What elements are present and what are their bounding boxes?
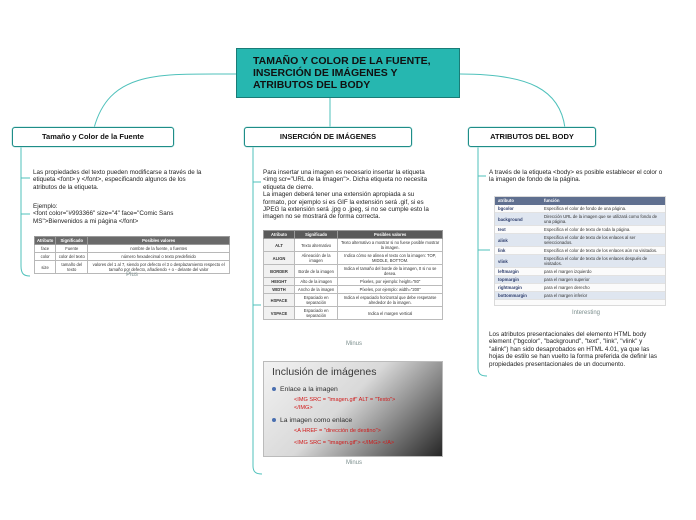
table-cell: alink (495, 234, 541, 247)
slide-code-2b: <IMG SRC = "imagen.gif"> </IMG> </A> (294, 440, 395, 446)
bullet-dot-icon (272, 418, 276, 422)
table-row (264, 252, 443, 265)
note-body-intro: A través de la etiqueta <body> es posible establecer el color o la imagen de fondo de la página. (489, 169, 663, 184)
table-cell: valores del 1 al 7, siendo por defecto el 3 o desplazamiento respecto el tamaño por defecto, añadiendo + o - delante del valor (88, 261, 230, 274)
table-row (495, 234, 665, 247)
table-row (264, 307, 443, 320)
table-row (264, 294, 443, 307)
table-cell: Texto alternativo (295, 239, 338, 252)
table-cell: BORDER (264, 265, 295, 278)
table-row (264, 239, 443, 252)
connector-central-to-left (94, 74, 236, 128)
note-image-intro: Para insertar una imagen es necesario insertar la etiqueta <img scr="URL de la Imagen">. Dicha etiqueta no necesita etiqueta de cierre. La imagen deberá tener una extensión apropiada a su formato, por ejemplo si es GIF la extensión será .gif, si es JPEG la extensión será .jpg o .jpeg, si no se cumple esto la imagen no se mostrará de forma correcta. (263, 169, 429, 221)
topic-body-attributes-label: ATRIBUTOS DEL BODY (490, 132, 574, 141)
slide-bullet-2: La imagen como enlace (272, 417, 352, 424)
table-cell: text (495, 226, 541, 234)
table-cell: bgcolor (495, 205, 541, 213)
table-cell: leftmargin (495, 268, 541, 276)
table-cell: color (35, 253, 56, 261)
tag-minus: Minus (345, 341, 362, 347)
topic-image-insertion-label: INSERCIÓN DE IMÁGENES (279, 132, 377, 141)
table-cell: Espaciado en separación (295, 294, 338, 307)
table-cell: Indica el margen vertical (338, 307, 443, 320)
table-row (495, 292, 665, 300)
topic-body-attributes[interactable] (468, 127, 596, 147)
table-row (495, 276, 665, 284)
table-row (495, 268, 665, 276)
table-cell: HSPACE (264, 294, 295, 307)
topic-image-insertion[interactable] (244, 127, 412, 147)
connector-right-branch (478, 146, 487, 376)
table-row (35, 253, 230, 261)
table-cell: color del texto (56, 253, 88, 261)
table-header: atributo (495, 197, 541, 205)
body-attributes-table (495, 197, 665, 300)
central-title-line-1: TAMAÑO Y COLOR DE LA FUENTE, (253, 55, 431, 67)
slide-image-inclusion (263, 361, 443, 457)
note-body-deprecated: Los atributos presentacionales del elemento HTML body element ("bgcolor", "background", "text", "link", "vlink" y "alink") han sido desaprobados en HTML 4.01, ya que las hojas de estilo se han vuelto la forma preferida de definir las propiedades presentacionales de un documento. (489, 331, 658, 368)
table-header: Posibles valores (88, 237, 230, 245)
table-cell: HEIGHT (264, 278, 295, 286)
table-cell: Especifica el color de texto de los enlaces después de visitados. (541, 255, 665, 268)
table-cell: rightmargin (495, 284, 541, 292)
table-cell: ALIGN (264, 252, 295, 265)
table-cell: para el margen izquierdo (541, 268, 665, 276)
note-font-intro: Las propiedades del texto pueden modificarse a través de la etiqueta <font> y </font>, especificando algunos de los atributos de la etiqueta. (33, 169, 202, 191)
central-title-line-3: ATRIBUTOS DEL BODY (253, 79, 371, 91)
table-cell: Especifica el color de fondo de una página. (541, 205, 665, 213)
table-cell: Indica el espaciado horizontal que debe respetarse alrededor de la imagen. (338, 294, 443, 307)
slide-bullet-1: Enlace a la imagen (272, 386, 338, 393)
table-cell: Ancho de la imagen (295, 286, 338, 294)
tag-minus-slide: Minus (345, 460, 362, 466)
table-cell: Borde de la imagen (295, 265, 338, 278)
image-attributes-table (263, 230, 443, 320)
table-cell: Píxeles, por ejemplo: width="200" (338, 286, 443, 294)
note-font-example: Ejemplo: <font color="#993366" size="4" face="Comic Sans MS">Bienvenidos a mi página </font> (33, 203, 174, 225)
table-cell: Fuente (56, 245, 88, 253)
table-cell: Indica el tamaño del borde de la imagen, 0 si no se desea. (338, 265, 443, 278)
connector-central-to-right (460, 74, 565, 128)
table-row (495, 247, 665, 255)
table-header: Atributo (264, 231, 295, 239)
bullet-dot-icon (272, 387, 276, 391)
table-cell: tamaño del texto (56, 261, 88, 274)
table-header: función (541, 197, 665, 205)
table-header: Atributo (35, 237, 56, 245)
table-header: Posibles valores (338, 231, 443, 239)
table-cell: Píxeles, por ejemplo: height="80" (338, 278, 443, 286)
table-cell: para el margen derecho (541, 284, 665, 292)
table-row (35, 245, 230, 253)
table-cell: Indica cómo se alinea el texto con la imagen: TOP, MIDDLE, BOTTOM. (338, 252, 443, 265)
table-cell: vlink (495, 255, 541, 268)
table-cell: Alineación de la imagen (295, 252, 338, 265)
table-row (495, 226, 665, 234)
table-header: Significado (295, 231, 338, 239)
table-cell: Alto de la imagen (295, 278, 338, 286)
tag-plus: Plus (126, 272, 138, 278)
table-cell: ALT (264, 239, 295, 252)
table-row (264, 286, 443, 294)
table-cell: topmargin (495, 276, 541, 284)
table-cell: background (495, 213, 541, 226)
connector-middle-branch (253, 146, 262, 474)
connector-left-branch (21, 146, 30, 276)
central-title-line-2: INSERCIÓN DE IMÁGENES Y (253, 67, 398, 79)
table-cell: Espaciado en separación (295, 307, 338, 320)
table-cell: Texto alternativo a mostrar si no fuese posible mostrar la imagen. (338, 239, 443, 252)
slide-code-1a: <IMG SRC = "imagen.gif" ALT = "Texto"> (294, 397, 396, 403)
slide-code-1b: </IMG> (294, 405, 313, 411)
table-cell: número hexadecimal o texto predefinido (88, 253, 230, 261)
table-row (495, 213, 665, 226)
tag-interesting: Interesting (571, 310, 601, 316)
body-attributes-table-wrapper (494, 196, 666, 306)
topic-font-size-color-label: Tamaño y Color de la Fuente (42, 132, 144, 141)
slide-title: Inclusión de imágenes (272, 366, 377, 378)
table-cell: bottommargin (495, 292, 541, 300)
table-row (495, 255, 665, 268)
table-cell: size (35, 261, 56, 274)
table-row (495, 284, 665, 292)
table-cell: nombre de la fuente, o fuentes (88, 245, 230, 253)
topic-font-size-color[interactable] (12, 127, 174, 147)
font-attributes-table (34, 236, 230, 274)
table-header: Significado (56, 237, 88, 245)
slide-code-2a: <A HREF = "dirección de destino"> (294, 428, 381, 434)
table-cell: face (35, 245, 56, 253)
table-cell: para el margen superior (541, 276, 665, 284)
central-topic[interactable] (236, 48, 460, 98)
table-cell: Especifica el color de texto de toda la página. (541, 226, 665, 234)
table-cell: WIDTH (264, 286, 295, 294)
table-cell: link (495, 247, 541, 255)
table-cell: Especifica el color de texto de los enlaces al ser seleccionados. (541, 234, 665, 247)
table-cell: para el margen inferior (541, 292, 665, 300)
table-row (264, 265, 443, 278)
table-row (264, 278, 443, 286)
table-cell: Especifica el color de texto de los enlaces aún no visitados. (541, 247, 665, 255)
table-row (495, 205, 665, 213)
table-cell: Dirección URL de la imagen que se utilizará como fondo de una página. (541, 213, 665, 226)
table-cell: VSPACE (264, 307, 295, 320)
